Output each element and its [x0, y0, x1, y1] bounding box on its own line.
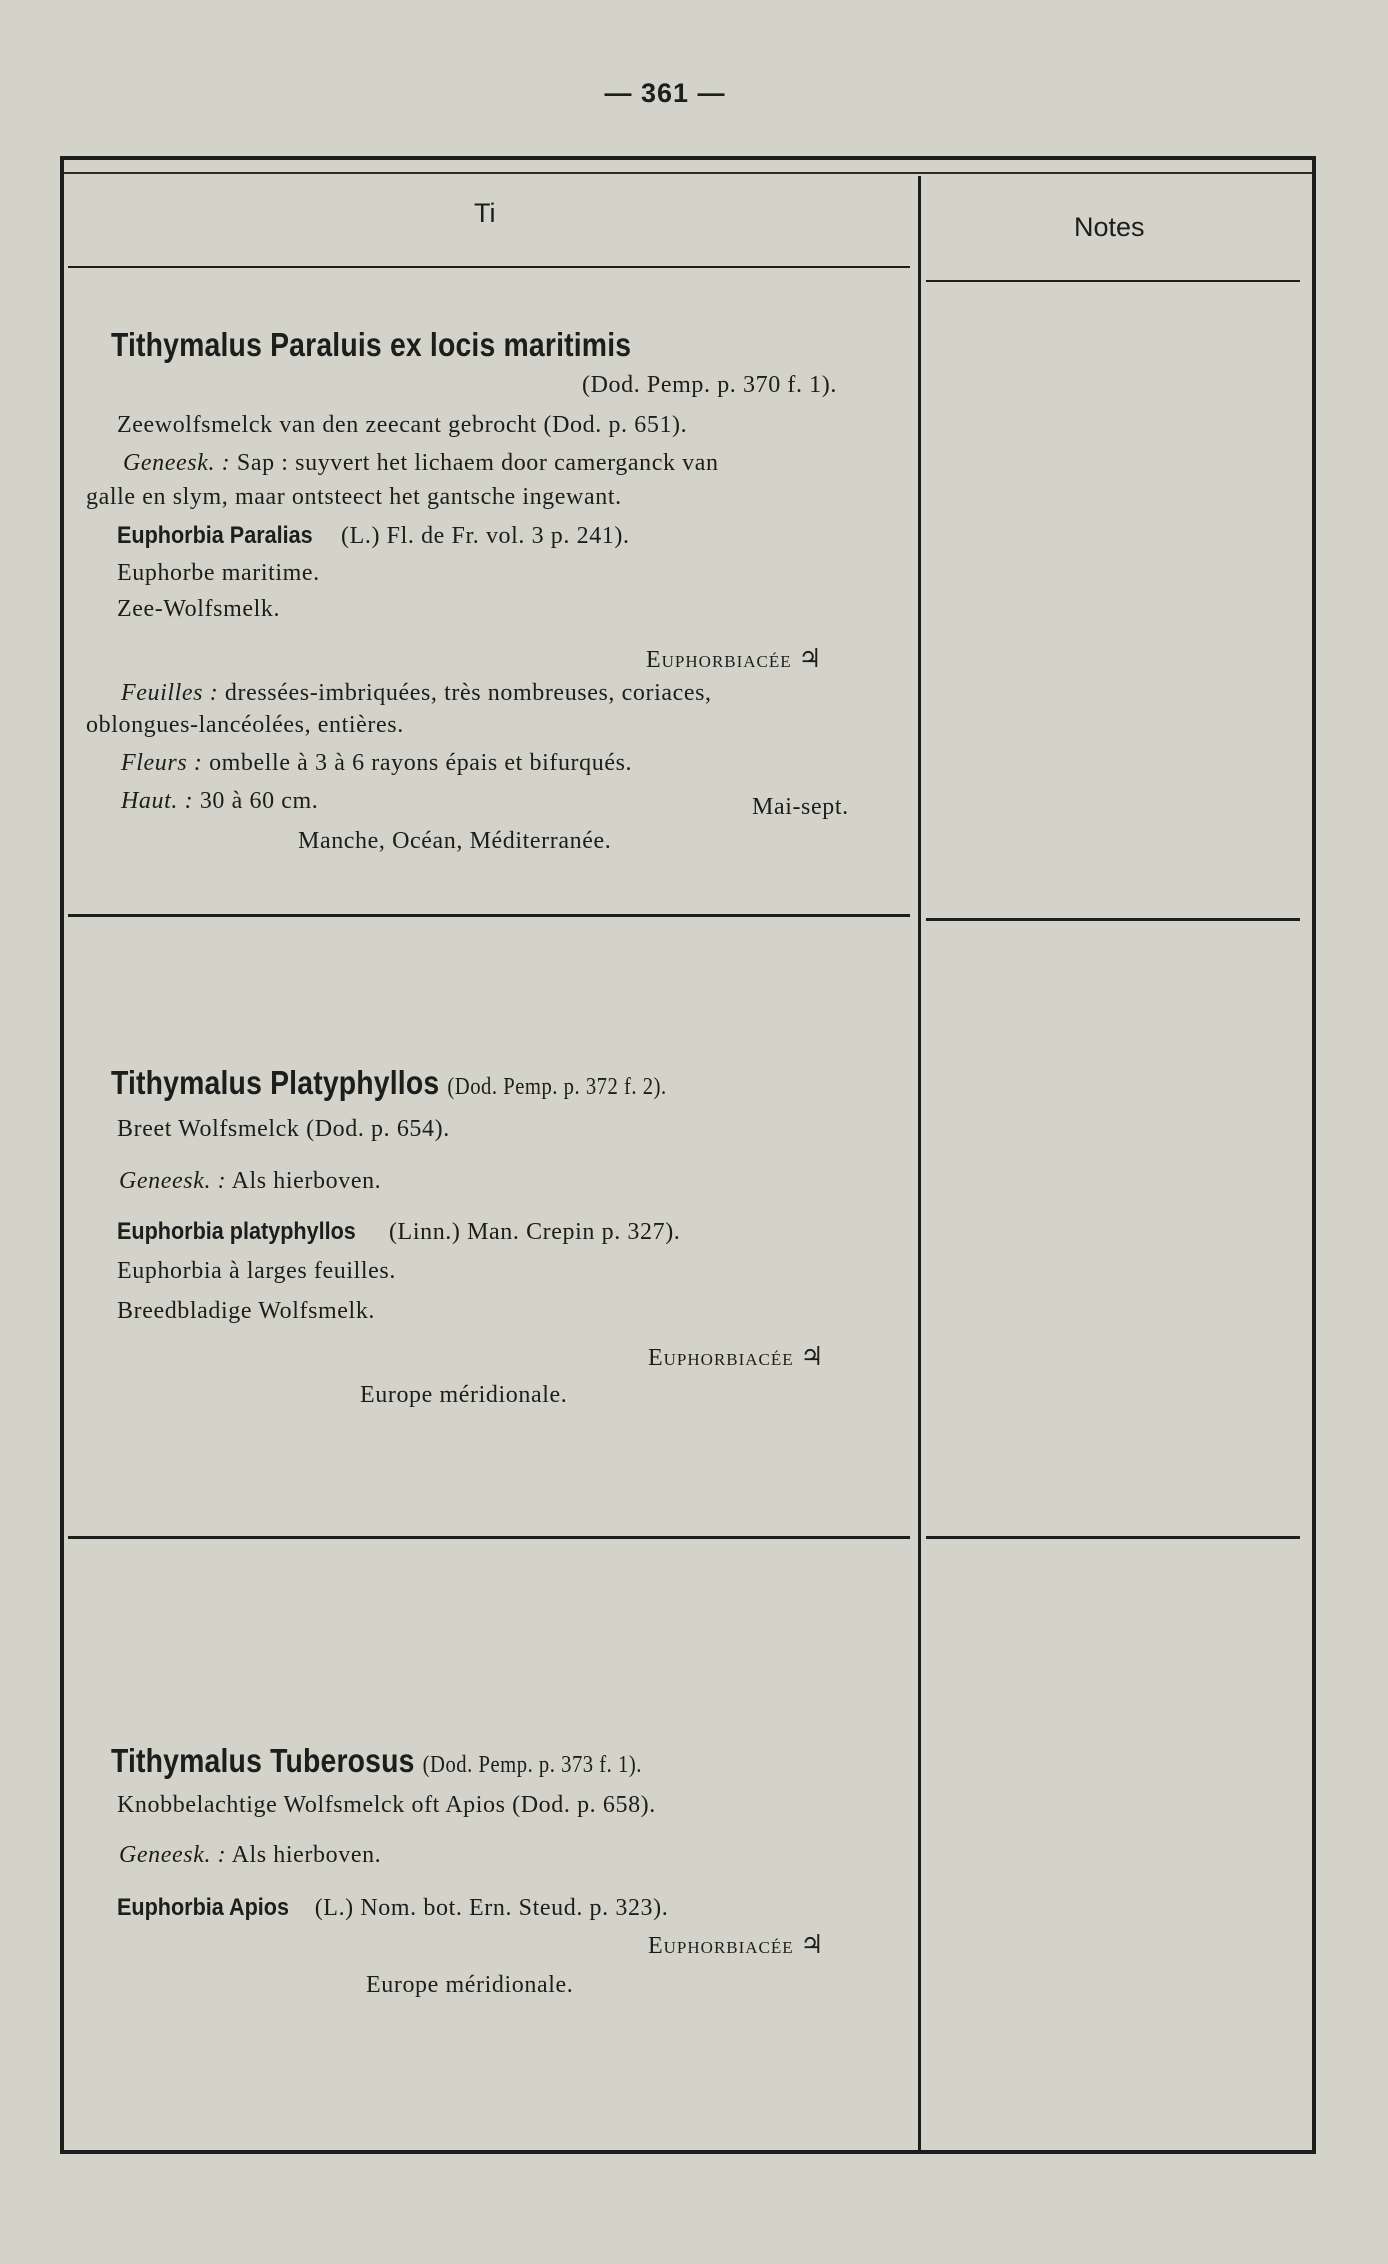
flowers-text: ombelle à 3 à 6 rayons épais et bifurqués.	[209, 750, 633, 776]
row-separator-right	[926, 1536, 1300, 1539]
entry-title-text: Tithymalus Platyphyllos	[111, 1064, 440, 1101]
modern-name: Euphorbia platyphyllos	[117, 1218, 356, 1245]
entry-modern-name	[117, 522, 630, 550]
entry-family	[648, 1930, 824, 1960]
entry-geneesk	[119, 1842, 381, 1869]
leaves-text: dressées-imbriquées, très nombreuses, coriaces,	[224, 680, 712, 706]
entry-dutch-name: Zeewolfsmelck van den zeecant gebrocht (Dod. p. 651).	[117, 412, 688, 438]
entry-leaves	[121, 680, 712, 707]
entry-modern-name	[117, 1894, 668, 1922]
header-rule-left	[68, 266, 910, 268]
column-divider	[918, 176, 921, 2154]
entry-distribution: Manche, Océan, Méditerranée.	[298, 828, 612, 854]
entry-distribution: Europe méridionale.	[366, 1972, 574, 1998]
column-header-notes: Notes	[1074, 212, 1145, 242]
geneesk-label: Geneesk. :	[119, 1168, 227, 1194]
entry-dutch-name: Knobbelachtige Wolfsmelck oft Apios (Dod. p. 658).	[117, 1792, 656, 1818]
row-separator-left	[68, 914, 910, 917]
modern-reference: (L.) Nom. bot. Ern. Steud. p. 323).	[314, 1895, 669, 1921]
perennial-icon: ♃	[800, 1930, 825, 1959]
geneesk-text: Sap : suyvert het lichaem door camerganck van	[236, 450, 719, 476]
entry-height	[121, 788, 318, 815]
entry-dutch-modern-name: Breedbladige Wolfsmelk.	[117, 1298, 376, 1324]
flowers-label: Fleurs :	[121, 750, 203, 776]
row-separator-right	[926, 918, 1300, 921]
entry-distribution: Europe méridionale.	[360, 1382, 568, 1408]
entry-dutch-name: Breet Wolfsmelck (Dod. p. 654).	[117, 1116, 450, 1142]
entry-reference: (Dod. Pemp. p. 372 f. 2).	[447, 1074, 667, 1100]
geneesk-label: Geneesk. :	[119, 1842, 227, 1868]
row-separator-left	[68, 1536, 910, 1539]
entry-title-text: Tithymalus Tuberosus	[111, 1742, 415, 1779]
family-name: Euphorbiacée	[646, 647, 792, 673]
modern-reference: (Linn.) Man. Crepin p. 327).	[388, 1219, 681, 1245]
entry-title	[111, 1064, 667, 1102]
column-header-left: Ti	[474, 198, 496, 228]
entry-family	[646, 644, 822, 674]
height-text: 30 à 60 cm.	[199, 788, 319, 814]
geneesk-text: Als hierboven.	[231, 1168, 382, 1194]
entry-modern-name	[117, 1218, 680, 1246]
page-number: — 361 —	[604, 78, 726, 108]
perennial-icon: ♃	[798, 644, 823, 673]
family-name: Euphorbiacée	[648, 1345, 794, 1371]
entry-family	[648, 1342, 824, 1372]
entry-title	[111, 1742, 642, 1780]
entry-geneesk-continued: galle en slym, maar ontsteect het gantsche ingewant.	[86, 484, 622, 510]
perennial-icon: ♃	[800, 1342, 825, 1371]
entry-geneesk	[119, 1168, 381, 1195]
height-label: Haut. :	[121, 788, 194, 814]
geneesk-text: Als hierboven.	[231, 1842, 382, 1868]
modern-name: Euphorbia Apios	[117, 1894, 289, 1921]
entry-french-name: Euphorbia à larges feuilles.	[117, 1258, 396, 1284]
entry-flowering: Mai-sept.	[752, 794, 849, 820]
entry-title: Tithymalus Paraluis ex locis maritimis	[111, 326, 632, 363]
entry-leaves-continued: oblongues-lancéolées, entières.	[86, 712, 404, 738]
geneesk-label: Geneesk. :	[123, 450, 231, 476]
entry-reference: (Dod. Pemp. p. 373 f. 1).	[422, 1752, 642, 1778]
entry-reference: (Dod. Pemp. p. 370 f. 1).	[582, 372, 837, 398]
modern-name: Euphorbia Paralias	[117, 522, 313, 549]
entry-geneesk	[123, 450, 719, 477]
entry-flowers	[121, 750, 632, 777]
modern-reference: (L.) Fl. de Fr. vol. 3 p. 241).	[341, 523, 630, 549]
leaves-label: Feuilles :	[121, 680, 219, 706]
header-rule-right	[926, 280, 1300, 282]
family-name: Euphorbiacée	[648, 1933, 794, 1959]
entry-dutch-modern-name: Zee-Wolfsmelk.	[117, 596, 281, 622]
entry-french-name: Euphorbe maritime.	[117, 560, 320, 586]
